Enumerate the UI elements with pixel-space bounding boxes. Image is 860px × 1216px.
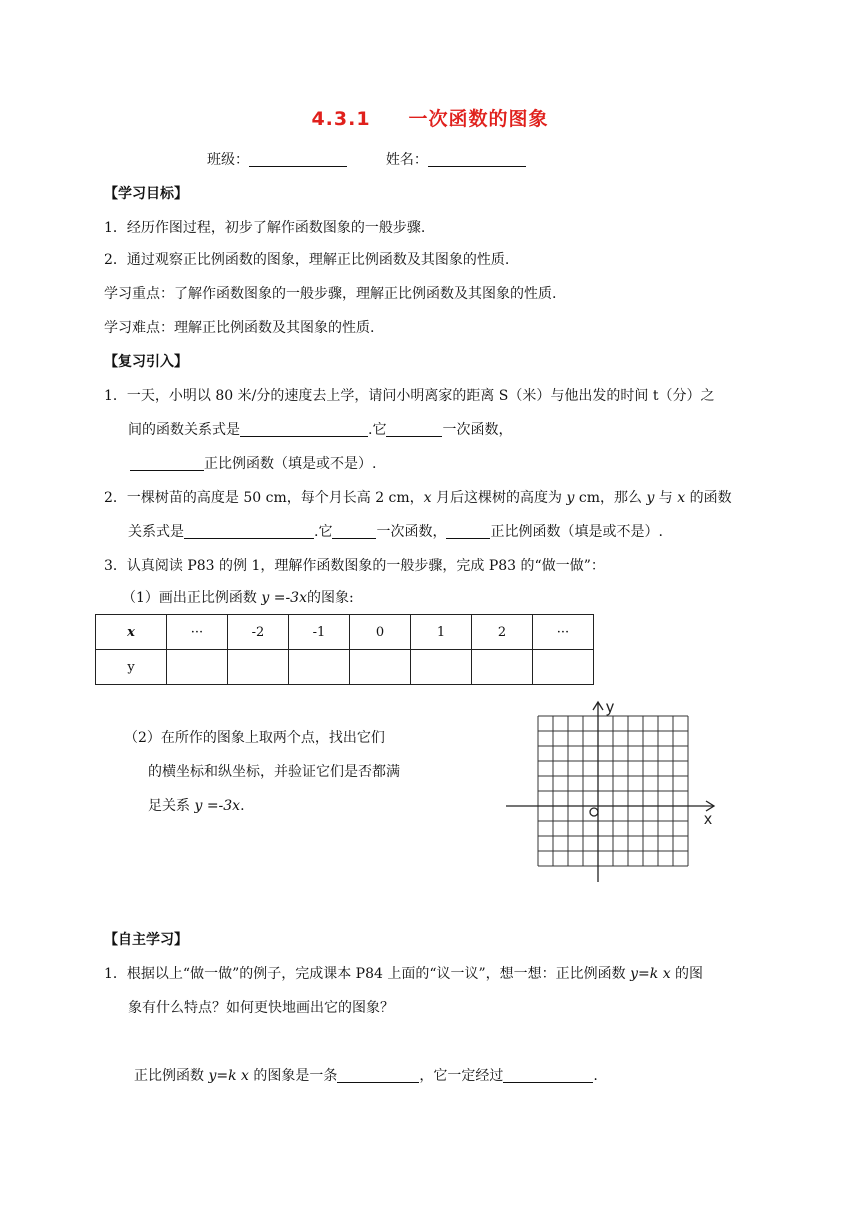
review-q2-line1 (104, 488, 732, 508)
table-cell-x: -1 (289, 615, 350, 650)
review-q2-text-c: cm，那么 (574, 490, 647, 506)
review-q1-text-d: 正比例函数（填是或不是）. (204, 456, 377, 472)
table-cell-y-input[interactable] (350, 650, 411, 685)
review-q3-sub2-period: . (240, 798, 245, 814)
var-y: y (646, 490, 655, 506)
review-q2-blank-linear[interactable] (332, 523, 376, 539)
section-heading-review: 【复习引入】 (104, 354, 188, 370)
title-number: 4.3.1 (311, 108, 371, 130)
review-q1-text-a: 间的函数关系式是 (128, 422, 240, 438)
class-label: 班级： (207, 152, 249, 168)
table-cell-y-input[interactable] (167, 650, 228, 685)
table-cell-x-label: x (96, 615, 167, 650)
value-table (95, 614, 594, 685)
var-x: x (677, 490, 686, 506)
review-q2-text-f: 关系式是 (128, 524, 184, 540)
review-q1-line2 (128, 420, 512, 440)
table-row-x (96, 615, 594, 650)
table-cell-y-input[interactable] (533, 650, 594, 685)
table-cell-x: -2 (228, 615, 289, 650)
difficulty-point: 学习难点：理解正比例函数及其图象的性质. (104, 320, 375, 336)
equation: y =-3x (194, 798, 241, 814)
y-axis-label: y (606, 699, 614, 716)
equation: y=k x (208, 1068, 249, 1084)
fill-text-a: 正比例函数 (134, 1068, 209, 1084)
review-q2-text-e: 的函数 (685, 490, 732, 506)
section-heading-goals: 【学习目标】 (104, 186, 188, 202)
review-q1-line3 (130, 454, 376, 474)
fill-text-b: 的图象是一条 (248, 1068, 338, 1084)
page-title (0, 104, 860, 131)
fill-text-c: ，它一定经过 (419, 1068, 504, 1084)
var-x: x (423, 490, 432, 506)
table-cell-x: ··· (167, 615, 228, 650)
self-study-q1-text: 1．根据以上“做一做”的例子，完成课本 P84 上面的“议一议”，想一想：正比例函数 (104, 966, 631, 982)
table-cell-y-label: y (96, 650, 167, 685)
x-axis-label: x (704, 811, 712, 828)
review-q2-blank-formula[interactable] (184, 523, 314, 539)
goal-item-1: 1．经历作图过程，初步了解作函数图象的一般步骤. (104, 220, 426, 236)
table-cell-y-input[interactable] (411, 650, 472, 685)
review-q3-sub1 (122, 588, 354, 608)
review-q1-blank-proportional[interactable] (130, 455, 204, 471)
axes (506, 702, 714, 882)
name-field[interactable] (428, 151, 526, 167)
review-q2-text-h: 一次函数， (376, 524, 447, 540)
table-row-y (96, 650, 594, 685)
review-q3-sub1-text: （1）画出正比例函数 (122, 590, 262, 606)
self-study-q1-line2: 象有什么特点？如何更快地画出它的图象？ (128, 1000, 394, 1016)
title-text: 一次函数的图象 (408, 108, 549, 130)
review-q3-sub2-line2: 的横坐标和纵坐标，并验证它们是否都满 (148, 764, 400, 780)
table-cell-x: 1 (411, 615, 472, 650)
fill-blank-point[interactable] (503, 1067, 593, 1083)
table-cell-y-input[interactable] (228, 650, 289, 685)
review-q2-text-i: 正比例函数（填是或不是）. (490, 524, 663, 540)
review-q2-text-a: 2．一棵树苗的高度是 50 cm，每个月长高 2 cm， (104, 490, 424, 506)
review-q2-text-d: 与 (654, 490, 678, 506)
self-study-q1-text-b: 的图 (670, 966, 704, 982)
section-heading-self-study: 【自主学习】 (104, 932, 188, 948)
review-q1-text-b: .它 (368, 422, 387, 438)
review-q2-line2 (128, 522, 663, 542)
student-info (207, 150, 526, 170)
grid-lines (538, 716, 688, 866)
var-y: y (566, 490, 575, 506)
review-q3: 3．认真阅读 P83 的例 1，理解作函数图象的一般步骤，完成 P83 的“做一做”： (104, 558, 605, 574)
review-q3-sub2-text: 足关系 (148, 798, 195, 814)
review-q2-text-b: 月后这棵树的高度为 (431, 490, 567, 506)
name-label: 姓名： (385, 152, 428, 168)
review-q1-text-c: 一次函数， (442, 422, 513, 438)
fill-blank-shape[interactable] (337, 1067, 419, 1083)
review-q1-blank-linear[interactable] (386, 421, 442, 437)
key-point: 学习重点：了解作函数图象的一般步骤，理解正比例函数及其图象的性质. (104, 286, 557, 302)
table-cell-x: ··· (533, 615, 594, 650)
fill-text-d: . (593, 1068, 598, 1084)
table-cell-x: 0 (350, 615, 411, 650)
review-q3-sub2-line3 (148, 796, 245, 816)
self-study-q1-line1 (104, 964, 703, 984)
equation: y=k x (630, 966, 671, 982)
equation: y =-3x (261, 590, 307, 606)
review-q2-blank-proportional[interactable] (446, 523, 490, 539)
origin-marker-icon (590, 808, 598, 816)
table-cell-y-input[interactable] (472, 650, 533, 685)
table-cell-y-input[interactable] (289, 650, 350, 685)
class-field[interactable] (249, 151, 347, 167)
goal-item-2: 2．通过观察正比例函数的图象，理解正比例函数及其图象的性质. (104, 252, 510, 268)
review-q1-blank-formula[interactable] (240, 421, 368, 437)
coordinate-grid[interactable] (500, 698, 730, 884)
table-cell-x: 2 (472, 615, 533, 650)
self-study-fill-line (134, 1066, 598, 1086)
review-q3-sub2-line1: （2）在所作的图象上取两个点，找出它们 (124, 730, 385, 746)
review-q1-line1: 1．一天，小明以 80 米/分的速度去上学，请问小明离家的距离 S（米）与他出发的时间 t（分）之 (104, 388, 715, 404)
review-q3-sub1-text-b: 的图象: (306, 590, 354, 606)
review-q2-text-g: .它 (314, 524, 333, 540)
